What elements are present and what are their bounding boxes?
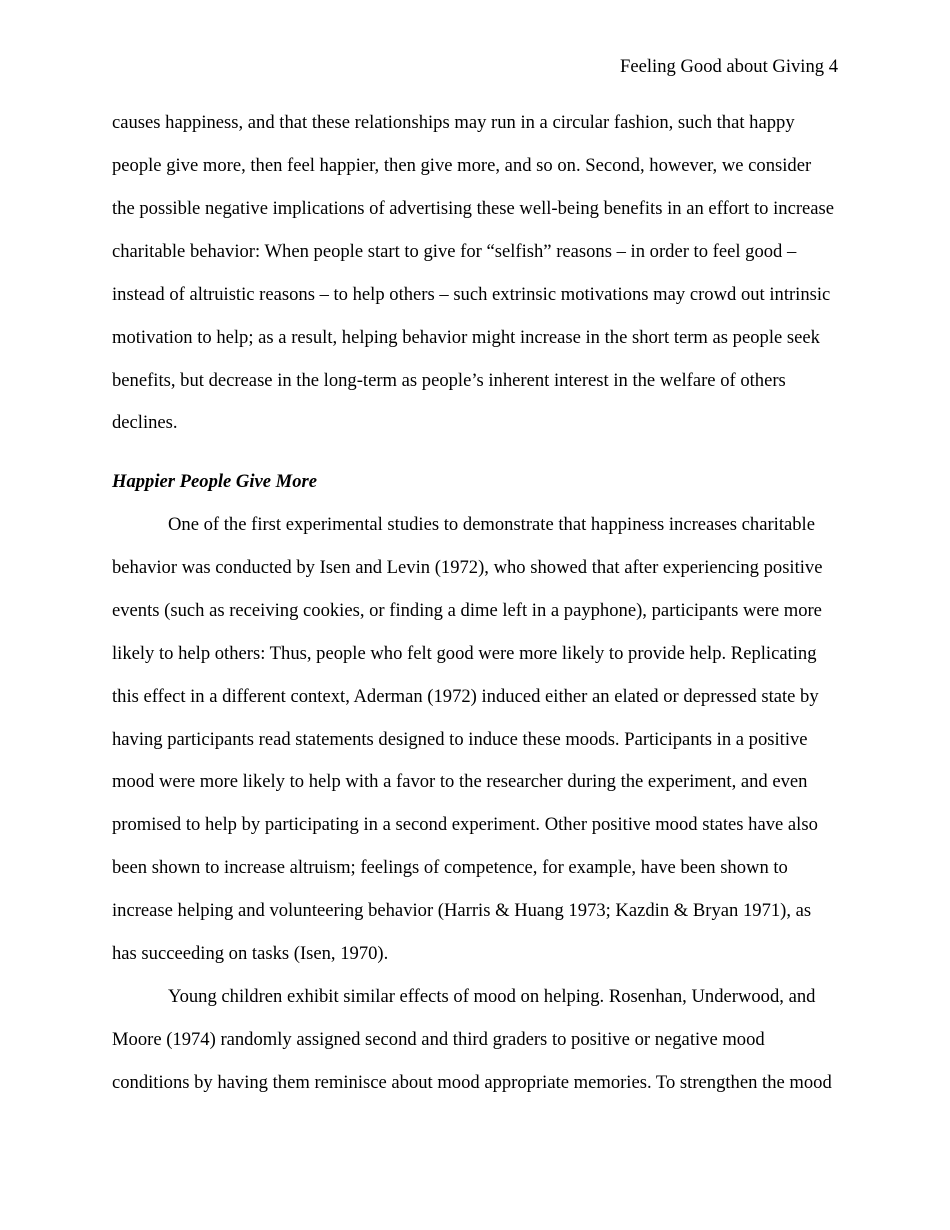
- text-line: instead of altruistic reasons – to help others – such extrinsic motivations may crowd out intrinsic: [112, 284, 831, 305]
- text-line: events (such as receiving cookies, or finding a dime left in a payphone), participants were more: [112, 600, 822, 621]
- text-line: promised to help by participating in a second experiment. Other positive mood states have also: [112, 814, 818, 835]
- text-line: likely to help others: Thus, people who felt good were more likely to provide help. Replicating: [112, 643, 817, 664]
- text-line: people give more, then feel happier, then give more, and so on. Second, however, we consider: [112, 155, 812, 176]
- section-heading: Happier People Give More: [112, 471, 317, 492]
- text-line: increase helping and volunteering behavior (Harris & Huang 1973; Kazdin & Bryan 1971), as: [112, 900, 812, 921]
- text-line: conditions by having them reminisce about mood appropriate memories. To strengthen the mood: [112, 1072, 832, 1093]
- text-line: has succeeding on tasks (Isen, 1970).: [112, 943, 389, 964]
- text-line: this effect in a different context, Aderman (1972) induced either an elated or depressed state by: [112, 686, 819, 707]
- text-line: having participants read statements designed to induce these moods. Participants in a positive: [112, 729, 808, 750]
- text-line: benefits, but decrease in the long-term as people’s inherent interest in the welfare of others: [112, 370, 786, 391]
- text-line: declines.: [112, 412, 178, 433]
- text-line: causes happiness, and that these relationships may run in a circular fashion, such that happy: [112, 112, 795, 133]
- text-line: charitable behavior: When people start to give for “selfish” reasons – in order to feel good –: [112, 241, 797, 262]
- text-line: the possible negative implications of advertising these well-being benefits in an effort to increase: [112, 198, 835, 219]
- text-line: been shown to increase altruism; feelings of competence, for example, have been shown to: [112, 857, 788, 878]
- text-line: Moore (1974) randomly assigned second and third graders to positive or negative mood: [112, 1029, 765, 1050]
- running-head: Feeling Good about Giving 4: [620, 56, 838, 77]
- text-line: motivation to help; as a result, helping behavior might increase in the short term as people seek: [112, 327, 820, 348]
- text-line: One of the first experimental studies to demonstrate that happiness increases charitable: [168, 514, 815, 535]
- text-line: mood were more likely to help with a favor to the researcher during the experiment, and even: [112, 771, 808, 792]
- text-line: behavior was conducted by Isen and Levin (1972), who showed that after experiencing positive: [112, 557, 823, 578]
- text-line: Young children exhibit similar effects of mood on helping. Rosenhan, Underwood, and: [168, 986, 816, 1007]
